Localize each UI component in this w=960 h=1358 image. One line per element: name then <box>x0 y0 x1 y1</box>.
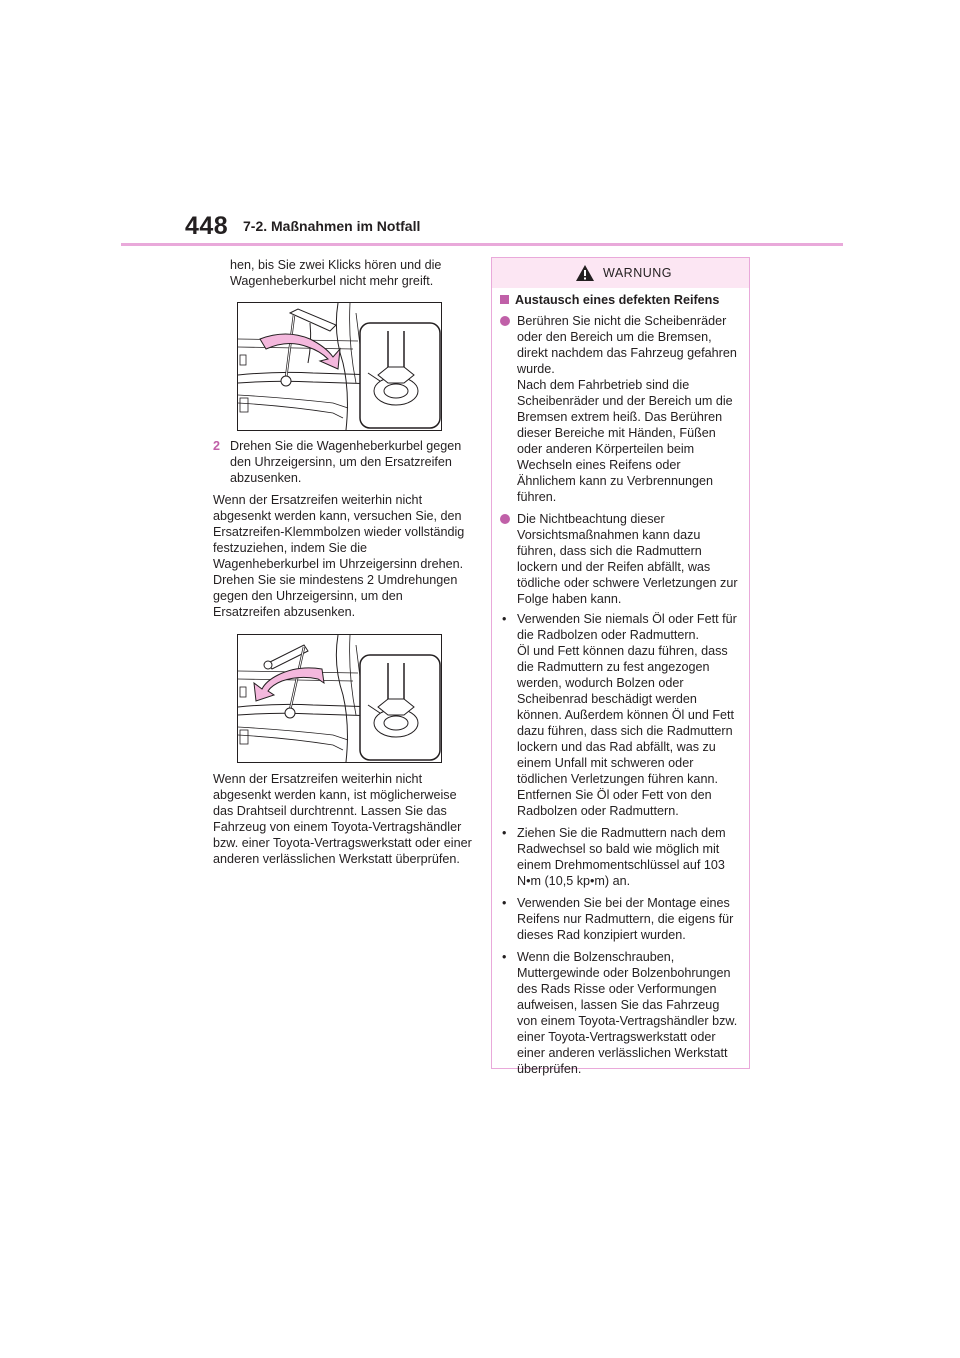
illustration-clockwise-crank <box>237 302 442 431</box>
warning-bullet <box>500 825 741 889</box>
circle-bullet-icon <box>500 316 510 326</box>
warning-heading-text: Austausch eines defekten Reifens <box>515 293 720 307</box>
paragraph-cable: Wenn der Ersatzreifen weiterhin nicht abgesenkt werden kann, ist möglicherweise das Drahtseil durchtrennt. Lassen Sie das Fahrzeug von einem Toyota-Vertragshändler bzw. einer Toyota-Vertragswerkstatt oder einer anderen verlässlichen Werkstatt überprüfen. <box>213 772 472 866</box>
warning-title: WARNUNG <box>603 266 673 280</box>
warning-heading <box>500 292 741 308</box>
crank-illustration-2 <box>238 635 441 762</box>
warning-bullet <box>500 895 741 943</box>
bullet-symbol: • <box>502 612 507 626</box>
square-bullet-icon <box>500 295 509 304</box>
warning-bullet-text: Verwenden Sie niemals Öl oder Fett für die Radbolzen oder Radmuttern. Öl und Fett können dazu führen, dass die Radmuttern zu fest angezogen werden, wodurch Bolzen oder Scheibenrad beschädigt werden können. Außerdem können Öl und Fett dazu führen, dass sich die Radmuttern lockern und das Rad abfällt, was zu einem Unfall mit schweren oder tödlichen Verletzungen führen kann. Entfernen Sie Öl oder Fett von den Radbolzen oder Radmuttern. <box>517 612 737 818</box>
warning-header <box>492 258 749 288</box>
warning-box <box>491 257 750 1076</box>
bullet-symbol: • <box>502 896 507 910</box>
crank-illustration-1 <box>238 303 441 430</box>
warning-bullet <box>500 949 741 1077</box>
warning-triangle-icon <box>575 264 595 287</box>
bullet-symbol: • <box>502 826 507 840</box>
warning-bullet-text: Ziehen Sie die Radmuttern nach dem Radwechsel so bald wie möglich mit einem Drehmomentschlüssel auf 103 N•m (10,5 kp•m) an. <box>517 826 726 888</box>
warning-item <box>500 511 741 607</box>
step-number: 2 <box>213 439 221 453</box>
warning-item-text: Die Nichtbeachtung dieser Vorsichtsmaßnahmen kann dazu führen, dass sich die Radmuttern lockern und der Reifen abfällt, was tödliche oder schwere Verletzungen zur Folge haben kann. <box>517 512 738 606</box>
step-2 <box>213 438 473 486</box>
warning-bullet-text: Wenn die Bolzenschrauben, Muttergewinde oder Bolzenbohrungen des Rads Risse oder Verformungen aufweisen, lassen Sie das Fahrzeug von einem Toyota-Vertragshändler bzw. einer Toyota-Vertragswerkstatt oder einer anderen verlässlichen Werkstatt überprüfen. <box>517 950 738 1076</box>
section-title: 7-2. Maßnahmen im Notfall <box>243 218 421 234</box>
paragraph-retry: Wenn der Ersatzreifen weiterhin nicht abgesenkt werden kann, versuchen Sie, den Ersatzreifen-Klemmbolzen wieder vollständig festzuziehen, indem Sie die Wagenheberkurbel im Uhrzeigersinn drehen. Drehen Sie sie mindestens 2 Umdrehungen gegen den Uhrzeigersinn, um den Ersatzreifen abzusenken. <box>213 493 465 619</box>
left-column <box>213 257 473 867</box>
warning-body <box>492 288 749 1077</box>
page-number: 448 <box>185 212 229 240</box>
warning-bullet-text: Verwenden Sie bei der Montage eines Reifens nur Radmuttern, die eigens für dieses Rad konzipiert wurden. <box>517 896 734 942</box>
step-text: Drehen Sie die Wagenheberkurbel gegen den Uhrzeigersinn, um den Ersatzreifen abzusenken. <box>230 439 462 485</box>
warning-item-text: Berühren Sie nicht die Scheibenräder oder den Bereich um die Bremsen, direkt nachdem das Fahrzeug gefahren wurde. Nach dem Fahrbetrieb sind die Scheibenräder und der Bereich um die Bremsen extrem heiß. Das Berühren dieser Bereiche mit Händen, Füßen oder anderen Körperteilen beim Wechseln eines Reifens oder Ähnlichem kann zu Verbrennungen führen. <box>517 314 737 504</box>
circle-bullet-icon <box>500 514 510 524</box>
continued-text: hen, bis Sie zwei Klicks hören und die Wagenheberkurbel nicht mehr greift. <box>230 258 442 288</box>
warning-item <box>500 313 741 505</box>
header-rule <box>121 243 843 246</box>
warning-bullet <box>500 611 741 819</box>
bullet-symbol: • <box>502 950 507 964</box>
illustration-counterclockwise-crank <box>237 634 442 763</box>
